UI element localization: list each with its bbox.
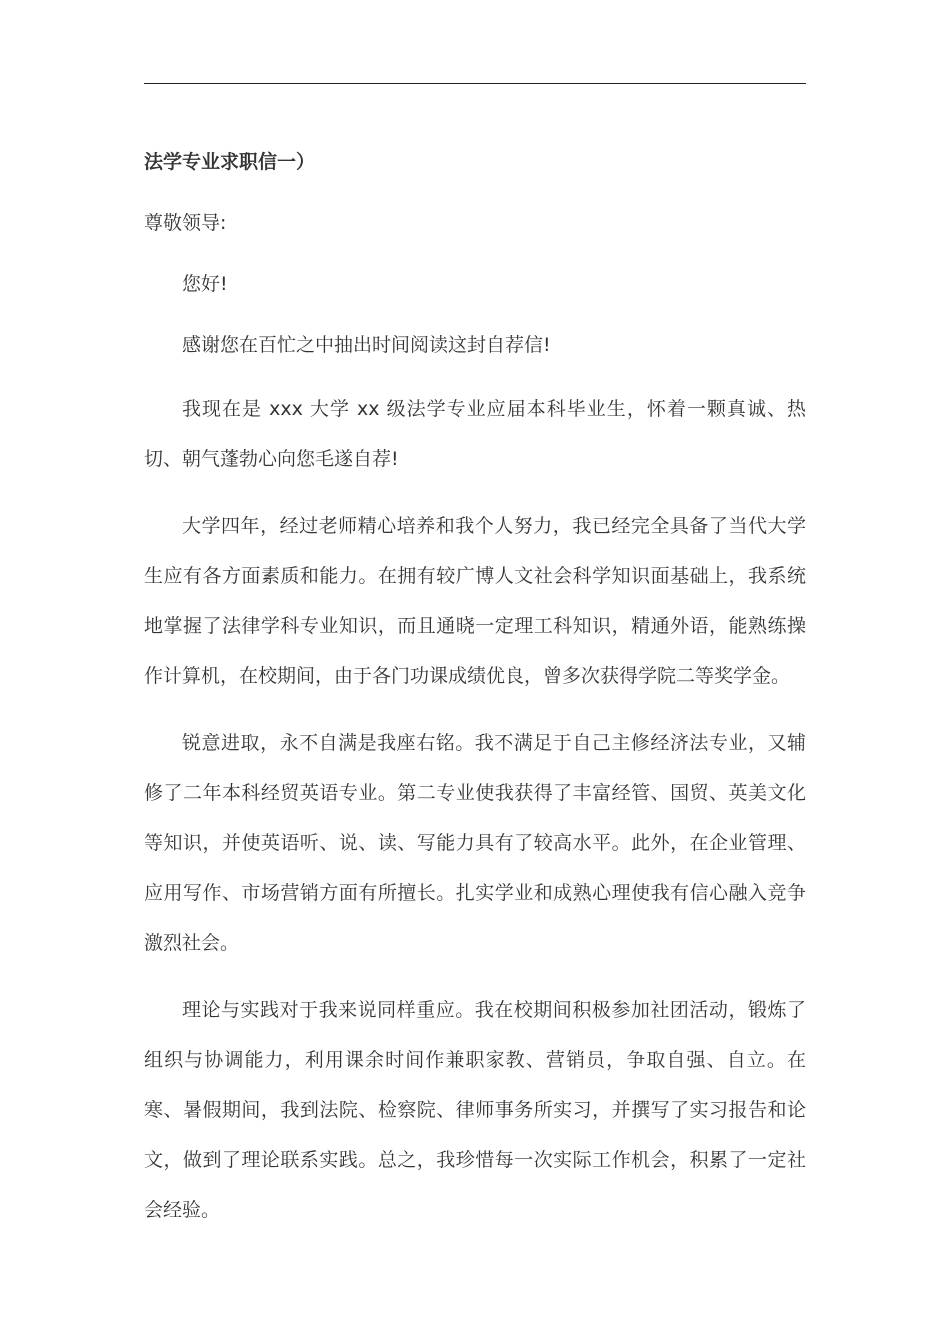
greeting-paragraph: 您好! — [182, 273, 228, 295]
thanks-paragraph: 感谢您在百忙之中抽出时间阅读这封自荐信! — [182, 334, 551, 356]
letter-body — [144, 140, 806, 1235]
practice-paragraph: 理论与实践对于我来说同样重应。我在校期间积极参加社团活动，锻炼了组织与协调能力，利用课余时间作兼职家教、营销员，争取自强、自立。在寒、暑假期间，我到法院、检察院、律师事务所实习，并撰写了实习报告和论文，做到了理论联系实践。总之，我珍惜每一次实际工作机会，积累了一定社会经验。 — [144, 999, 806, 1221]
intro-paragraph: 我现在是 xxx 大学 xx 级法学专业应届本科毕业生，怀着一颗真诚、热切、朝气蓬勃心向您毛遂自荐! — [144, 398, 806, 470]
letter-title: 法学专业求职信一） — [144, 151, 316, 173]
salutation: 尊敬领导: — [144, 212, 227, 234]
education-paragraph: 大学四年，经过老师精心培养和我个人努力，我已经完全具备了当代大学生应有各方面素质和能力。在拥有较广博人文社会科学知识面基础上，我系统地掌握了法律学科专业知识，而且通晓一定理工科知识，精通外语，能熟练操作计算机，在校期间，由于各门功课成绩优良，曾多次获得学院二等奖学金。 — [144, 515, 806, 687]
motivation-paragraph: 锐意进取，永不自满是我座右铭。我不满足于自己主修经济法专业，又辅修了二年本科经贸英语专业。第二专业使我获得了丰富经管、国贸、英美文化等知识，并使英语听、说、读、写能力具有了较高水平。此外，在企业管理、应用写作、市场营销方面有所擅长。扎实学业和成熟心理使我有信心融入竞争激烈社会。 — [144, 732, 806, 954]
header-rule — [144, 83, 806, 84]
